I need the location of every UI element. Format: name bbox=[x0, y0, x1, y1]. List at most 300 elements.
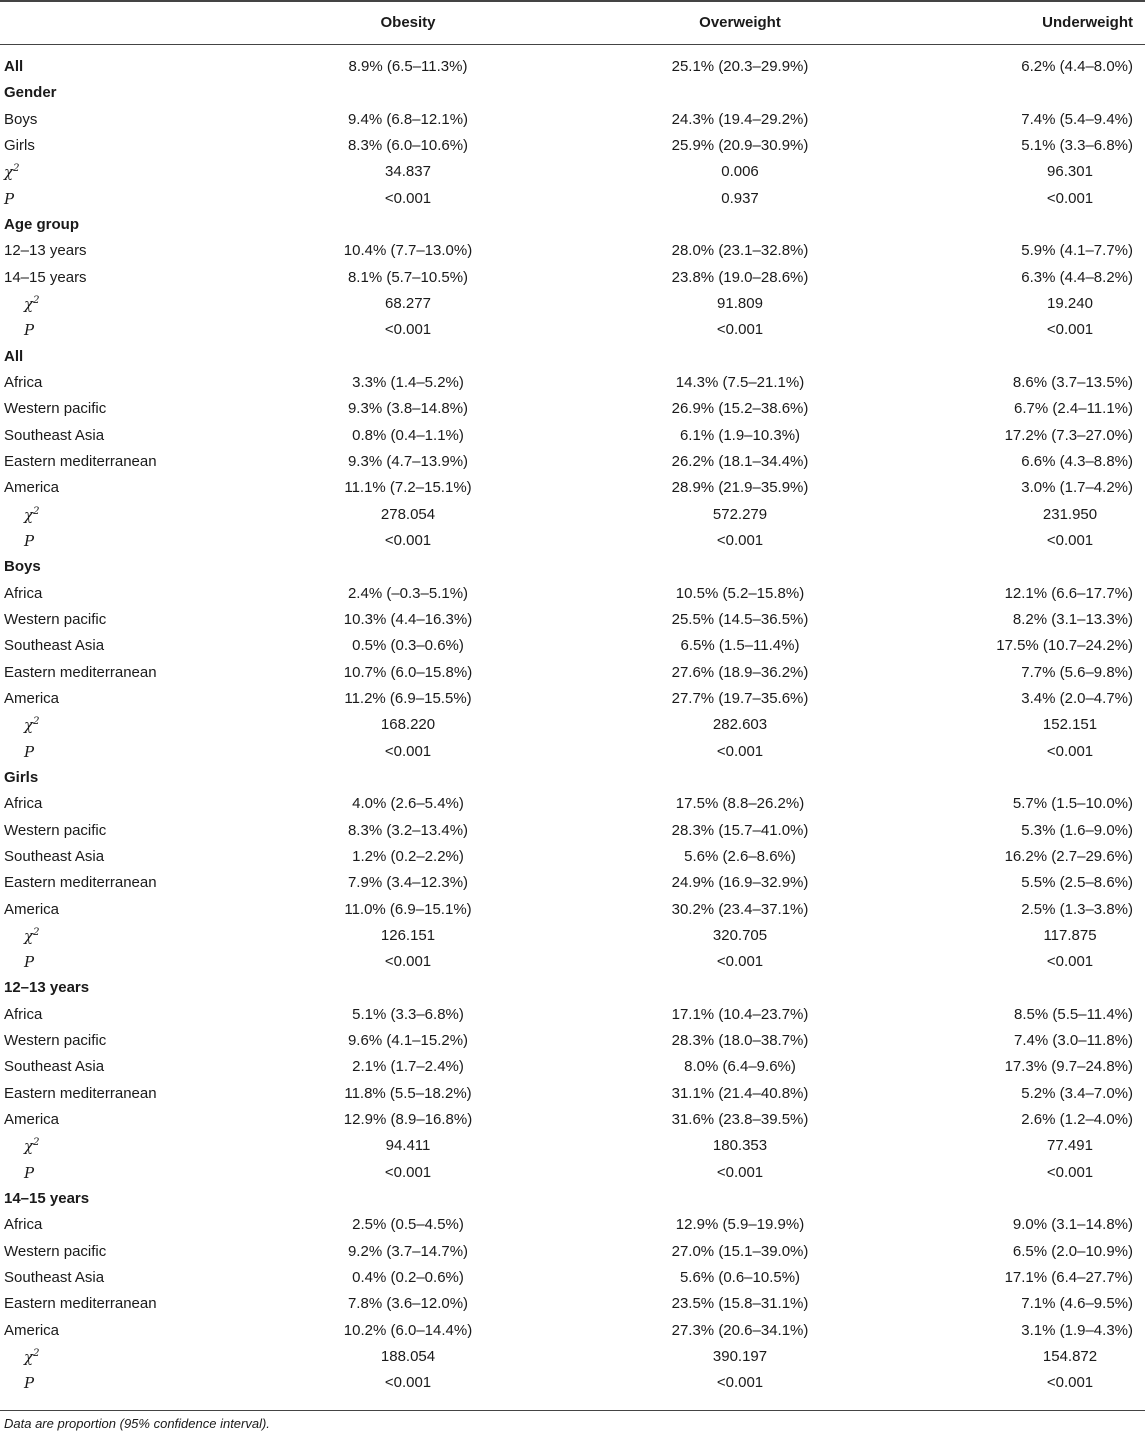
cell-obesity: 126.151 bbox=[380, 926, 436, 944]
row-label-text: Southeast Asia bbox=[4, 426, 105, 444]
cell-overweight: 27.0% (15.1–39.0%) bbox=[671, 1242, 809, 1260]
table-row bbox=[0, 265, 1145, 291]
cell-underweight: 6.5% (2.0–10.9%) bbox=[1012, 1242, 1133, 1260]
row-label bbox=[4, 1295, 157, 1312]
cell-obesity: 2.4% (–0.3–5.1%) bbox=[347, 584, 469, 602]
row-label-text: Boys bbox=[4, 558, 41, 576]
row-label bbox=[4, 664, 157, 681]
row-label bbox=[4, 1322, 59, 1339]
cell-overweight: 17.1% (10.4–23.7%) bbox=[671, 1005, 809, 1023]
cell-underweight: 6.7% (2.4–11.1%) bbox=[1014, 400, 1133, 418]
cell-overweight: 31.1% (21.4–40.8%) bbox=[671, 1084, 809, 1102]
row-label bbox=[24, 743, 34, 761]
cell-overweight: 390.197 bbox=[712, 1348, 768, 1366]
cell-overweight: 28.3% (18.0–38.7%) bbox=[671, 1032, 809, 1050]
cell-underweight: 154.872 bbox=[1042, 1348, 1098, 1366]
row-label bbox=[24, 1348, 39, 1366]
cell-overweight: 24.9% (16.9–32.9%) bbox=[671, 874, 809, 892]
table-row bbox=[0, 844, 1145, 870]
row-label bbox=[4, 1032, 106, 1049]
row-label bbox=[24, 321, 34, 339]
cell-obesity: 34.837 bbox=[385, 163, 431, 181]
row-label bbox=[4, 1269, 104, 1286]
cell-underweight: 3.4% (2.0–4.7%) bbox=[1021, 689, 1133, 707]
cell-underweight: <0.001 bbox=[1046, 189, 1094, 207]
row-label bbox=[4, 190, 14, 208]
cell-obesity: 9.4% (6.8–12.1%) bbox=[347, 110, 469, 128]
row-label bbox=[4, 611, 106, 628]
cell-underweight: 117.875 bbox=[1043, 926, 1097, 944]
row-label-text: Eastern mediterranean bbox=[4, 1295, 157, 1313]
row-label-text: P bbox=[24, 1374, 35, 1393]
row-label-text: America bbox=[4, 689, 60, 707]
row-label bbox=[4, 795, 42, 812]
row-label-text: Eastern mediterranean bbox=[4, 452, 157, 470]
cell-overweight: 5.6% (0.6–10.5%) bbox=[679, 1269, 801, 1287]
row-label-text: Girls bbox=[4, 768, 39, 786]
cell-underweight: 7.1% (4.6–9.5%) bbox=[1021, 1295, 1133, 1313]
row-label bbox=[24, 506, 39, 524]
cell-overweight: 27.6% (18.9–36.2%) bbox=[671, 663, 809, 681]
cell-overweight: 0.937 bbox=[721, 189, 759, 207]
row-label-text: 14–15 years bbox=[4, 1190, 90, 1208]
row-label-superscript: 2 bbox=[33, 716, 40, 728]
cell-obesity: 5.1% (3.3–6.8%) bbox=[352, 1005, 464, 1023]
row-label bbox=[4, 1216, 42, 1233]
table-header-rule bbox=[0, 44, 1145, 45]
cell-underweight: 77.491 bbox=[1047, 1137, 1093, 1155]
cell-underweight: 5.7% (1.5–10.0%) bbox=[1012, 795, 1133, 813]
cell-overweight: <0.001 bbox=[716, 1374, 764, 1392]
table-row bbox=[0, 475, 1145, 501]
cell-obesity: 8.3% (3.2–13.4%) bbox=[347, 821, 469, 839]
table-row bbox=[0, 238, 1145, 264]
cell-overweight: 5.6% (2.6–8.6%) bbox=[684, 847, 796, 865]
cell-obesity: 10.7% (6.0–15.8%) bbox=[343, 663, 473, 681]
cell-overweight: <0.001 bbox=[716, 742, 764, 760]
cell-obesity: 0.5% (0.3–0.6%) bbox=[352, 637, 464, 655]
cell-overweight: 17.5% (8.8–26.2%) bbox=[675, 795, 805, 813]
row-label bbox=[4, 558, 41, 575]
row-label-text: P bbox=[24, 742, 35, 761]
cell-underweight: 231.950 bbox=[1042, 505, 1098, 523]
row-label bbox=[4, 1058, 104, 1075]
table-row bbox=[0, 712, 1145, 738]
row-label bbox=[4, 637, 104, 654]
row-label bbox=[4, 137, 35, 154]
cell-underweight: 5.5% (2.5–8.6%) bbox=[1021, 874, 1133, 892]
cell-obesity: 10.2% (6.0–14.4%) bbox=[343, 1321, 473, 1339]
cell-overweight: 572.279 bbox=[712, 505, 768, 523]
cell-obesity: 9.3% (3.8–14.8%) bbox=[347, 400, 469, 418]
row-label bbox=[24, 953, 34, 971]
table-row bbox=[0, 554, 1145, 580]
row-label bbox=[24, 1137, 39, 1155]
row-label-text: χ bbox=[24, 926, 34, 945]
table-row bbox=[0, 449, 1145, 475]
row-label bbox=[4, 348, 23, 365]
table-row bbox=[0, 1160, 1145, 1186]
table-body bbox=[0, 54, 1145, 1397]
row-label bbox=[4, 427, 104, 444]
table-row bbox=[0, 1370, 1145, 1396]
cell-overweight: 6.5% (1.5–11.4%) bbox=[680, 637, 800, 655]
row-label-superscript: 2 bbox=[33, 294, 40, 306]
row-label-text: Africa bbox=[4, 1216, 43, 1234]
row-label-text: Southeast Asia bbox=[4, 637, 105, 655]
table-row bbox=[0, 502, 1145, 528]
cell-obesity: <0.001 bbox=[384, 321, 432, 339]
cell-underweight: <0.001 bbox=[1046, 1374, 1094, 1392]
cell-underweight: 8.5% (5.5–11.4%) bbox=[1014, 1005, 1133, 1023]
cell-obesity: 9.6% (4.1–15.2%) bbox=[347, 1032, 469, 1050]
row-label-text: Eastern mediterranean bbox=[4, 663, 157, 681]
table-row bbox=[0, 975, 1145, 1001]
cell-underweight: 8.2% (3.1–13.3%) bbox=[1012, 610, 1133, 628]
table-row bbox=[0, 1054, 1145, 1080]
cell-underweight: <0.001 bbox=[1046, 953, 1094, 971]
cell-underweight: 7.4% (3.0–11.8%) bbox=[1014, 1032, 1133, 1050]
cell-underweight: <0.001 bbox=[1046, 742, 1094, 760]
cell-obesity: 9.2% (3.7–14.7%) bbox=[347, 1242, 469, 1260]
table-row bbox=[0, 107, 1145, 133]
table-row bbox=[0, 54, 1145, 80]
cell-obesity: 3.3% (1.4–5.2%) bbox=[352, 373, 464, 391]
row-label-text: Western pacific bbox=[4, 1032, 107, 1050]
table-row bbox=[0, 1028, 1145, 1054]
cell-overweight: 28.9% (21.9–35.9%) bbox=[671, 479, 809, 497]
table-row bbox=[0, 660, 1145, 686]
cell-underweight: 7.7% (5.6–9.8%) bbox=[1021, 663, 1133, 681]
table-row bbox=[0, 923, 1145, 949]
table-bottom-rule bbox=[0, 1410, 1145, 1411]
table-row bbox=[0, 686, 1145, 712]
row-label-text: America bbox=[4, 479, 60, 497]
cell-underweight: 17.2% (7.3–27.0%) bbox=[1004, 426, 1133, 444]
row-label bbox=[24, 716, 39, 734]
cell-obesity: 2.5% (0.5–4.5%) bbox=[352, 1216, 464, 1234]
row-label-text: Boys bbox=[4, 110, 38, 128]
table-row bbox=[0, 133, 1145, 159]
cell-overweight: <0.001 bbox=[716, 953, 764, 971]
row-label-text: 12–13 years bbox=[4, 979, 90, 997]
row-label-text: P bbox=[24, 1163, 35, 1182]
row-label bbox=[4, 400, 106, 417]
table-row bbox=[0, 1212, 1145, 1238]
cell-underweight: 5.9% (4.1–7.7%) bbox=[1021, 242, 1133, 260]
row-label bbox=[4, 822, 106, 839]
row-label bbox=[4, 1006, 42, 1023]
row-label-text: Eastern mediterranean bbox=[4, 1084, 157, 1102]
row-label-text: P bbox=[24, 953, 35, 972]
table-row bbox=[0, 897, 1145, 923]
cell-overweight: 25.9% (20.9–30.9%) bbox=[671, 136, 809, 154]
row-label bbox=[4, 1190, 89, 1207]
table-row bbox=[0, 607, 1145, 633]
row-label-text: P bbox=[24, 321, 35, 340]
cell-overweight: 27.3% (20.6–34.1%) bbox=[671, 1321, 809, 1339]
cell-overweight: 25.5% (14.5–36.5%) bbox=[671, 610, 809, 628]
row-label-text: All bbox=[4, 347, 24, 365]
cell-obesity: 188.054 bbox=[380, 1348, 436, 1366]
cell-obesity: <0.001 bbox=[384, 189, 432, 207]
table-row bbox=[0, 1081, 1145, 1107]
cell-obesity: 1.2% (0.2–2.2%) bbox=[352, 847, 464, 865]
cell-overweight: 6.1% (1.9–10.3%) bbox=[679, 426, 801, 444]
row-label-superscript: 2 bbox=[33, 1348, 40, 1360]
row-label bbox=[4, 111, 37, 128]
cell-overweight: <0.001 bbox=[716, 321, 764, 339]
cell-overweight: 27.7% (19.7–35.6%) bbox=[671, 689, 809, 707]
cell-overweight: 320.705 bbox=[712, 926, 768, 944]
cell-obesity: <0.001 bbox=[384, 1374, 432, 1392]
row-label-text: χ bbox=[24, 294, 34, 313]
cell-overweight: 28.0% (23.1–32.8%) bbox=[671, 242, 809, 260]
row-label-text: χ bbox=[24, 1348, 34, 1367]
cell-underweight: 3.0% (1.7–4.2%) bbox=[1021, 479, 1133, 497]
cell-underweight: 6.2% (4.4–8.0%) bbox=[1021, 58, 1133, 75]
row-label bbox=[24, 1164, 34, 1182]
row-label-text: Africa bbox=[4, 1005, 43, 1023]
table-row bbox=[0, 739, 1145, 765]
table-row bbox=[0, 1002, 1145, 1028]
row-label-superscript: 2 bbox=[33, 505, 40, 517]
table-row bbox=[0, 528, 1145, 554]
cell-overweight: 28.3% (15.7–41.0%) bbox=[671, 821, 809, 839]
cell-overweight: 10.5% (5.2–15.8%) bbox=[675, 584, 805, 602]
row-label-text: Western pacific bbox=[4, 1242, 107, 1260]
cell-obesity: 12.9% (8.9–16.8%) bbox=[343, 1111, 473, 1129]
row-label-text: Africa bbox=[4, 584, 43, 602]
cell-obesity: 8.3% (6.0–10.6%) bbox=[347, 136, 469, 154]
cell-underweight: 19.240 bbox=[1047, 294, 1093, 312]
cell-underweight: 8.6% (3.7–13.5%) bbox=[1012, 373, 1133, 391]
cell-underweight: 5.2% (3.4–7.0%) bbox=[1021, 1084, 1133, 1102]
row-label bbox=[4, 769, 38, 786]
row-label bbox=[24, 532, 34, 550]
row-label-text: Western pacific bbox=[4, 400, 107, 418]
cell-overweight: 31.6% (23.8–39.5%) bbox=[671, 1111, 809, 1129]
row-label-text: Southeast Asia bbox=[4, 847, 105, 865]
table-row bbox=[0, 1239, 1145, 1265]
table-row bbox=[0, 370, 1145, 396]
row-label-superscript: 2 bbox=[33, 926, 40, 938]
row-label-text: Gender bbox=[4, 84, 57, 102]
header-underweight: Underweight bbox=[1042, 14, 1133, 31]
row-label-text: χ bbox=[24, 716, 34, 735]
row-label bbox=[4, 848, 104, 865]
row-label-text: χ bbox=[4, 163, 14, 182]
row-label bbox=[4, 1243, 106, 1260]
row-label bbox=[4, 901, 59, 918]
cell-obesity: 278.054 bbox=[380, 505, 436, 523]
row-label bbox=[4, 453, 157, 470]
cell-underweight: 152.151 bbox=[1042, 716, 1098, 734]
row-label-text: P bbox=[4, 189, 15, 208]
cell-obesity: 2.1% (1.7–2.4%) bbox=[352, 1058, 464, 1076]
cell-obesity: 10.4% (7.7–13.0%) bbox=[343, 242, 473, 260]
row-label-text: Age group bbox=[4, 215, 79, 233]
row-label-text: Africa bbox=[4, 795, 43, 813]
row-label bbox=[4, 216, 79, 233]
cell-underweight: 5.3% (1.6–9.0%) bbox=[1021, 821, 1133, 839]
row-label bbox=[24, 927, 39, 945]
table-row bbox=[0, 818, 1145, 844]
cell-obesity: 11.2% (6.9–15.5%) bbox=[344, 689, 472, 707]
row-label-superscript: 2 bbox=[13, 163, 20, 175]
cell-overweight: 180.353 bbox=[712, 1137, 768, 1155]
row-label-text: P bbox=[24, 531, 35, 550]
cell-underweight: 3.1% (1.9–4.3%) bbox=[1021, 1321, 1133, 1339]
cell-overweight: 282.603 bbox=[712, 716, 768, 734]
table-row bbox=[0, 159, 1145, 185]
header-obesity: Obesity bbox=[380, 14, 436, 31]
row-label bbox=[4, 585, 42, 602]
cell-overweight: 23.5% (15.8–31.1%) bbox=[671, 1295, 809, 1313]
cell-obesity: 8.9% (6.5–11.3%) bbox=[348, 58, 468, 75]
cell-underweight: 17.5% (10.7–24.2%) bbox=[996, 637, 1133, 655]
cell-obesity: 0.4% (0.2–0.6%) bbox=[352, 1269, 464, 1287]
table-row bbox=[0, 344, 1145, 370]
table-header bbox=[0, 0, 1145, 44]
cell-obesity: 11.0% (6.9–15.1%) bbox=[344, 900, 472, 918]
cell-underweight: <0.001 bbox=[1046, 531, 1094, 549]
cell-obesity: 0.8% (0.4–1.1%) bbox=[352, 426, 464, 444]
table-row bbox=[0, 1344, 1145, 1370]
table-row bbox=[0, 291, 1145, 317]
cell-overweight: 12.9% (5.9–19.9%) bbox=[675, 1216, 805, 1234]
table-row bbox=[0, 396, 1145, 422]
row-label bbox=[4, 269, 87, 286]
cell-obesity: 7.9% (3.4–12.3%) bbox=[347, 874, 469, 892]
table-row bbox=[0, 423, 1145, 449]
table-row bbox=[0, 1107, 1145, 1133]
cell-obesity: <0.001 bbox=[384, 1163, 432, 1181]
table-row bbox=[0, 1133, 1145, 1159]
row-label-text: Southeast Asia bbox=[4, 1269, 105, 1287]
cell-underweight: 5.1% (3.3–6.8%) bbox=[1021, 136, 1133, 154]
row-label-text: Western pacific bbox=[4, 821, 107, 839]
cell-underweight: 16.2% (2.7–29.6%) bbox=[1004, 847, 1133, 865]
cell-obesity: 68.277 bbox=[385, 294, 431, 312]
table-row bbox=[0, 186, 1145, 212]
row-label-text: χ bbox=[24, 505, 34, 524]
cell-underweight: 6.3% (4.4–8.2%) bbox=[1021, 268, 1133, 286]
cell-obesity: 10.3% (4.4–16.3%) bbox=[343, 610, 473, 628]
cell-underweight: 6.6% (4.3–8.8%) bbox=[1021, 452, 1133, 470]
table-footnote: Data are proportion (95% confidence interval). bbox=[4, 1416, 270, 1431]
cell-obesity: <0.001 bbox=[384, 742, 432, 760]
table-row bbox=[0, 1291, 1145, 1317]
cell-underweight: 12.1% (6.6–17.7%) bbox=[1004, 584, 1133, 602]
row-label bbox=[4, 874, 157, 891]
table-row bbox=[0, 1186, 1145, 1212]
cell-overweight: <0.001 bbox=[716, 531, 764, 549]
table-row bbox=[0, 1265, 1145, 1291]
cell-underweight: 17.1% (6.4–27.7%) bbox=[1004, 1269, 1133, 1287]
row-label-text: 12–13 years bbox=[4, 242, 87, 260]
cell-underweight: 2.5% (1.3–3.8%) bbox=[1021, 900, 1133, 918]
cell-overweight: 26.2% (18.1–34.4%) bbox=[671, 452, 809, 470]
row-label bbox=[4, 1111, 59, 1128]
table-row bbox=[0, 765, 1145, 791]
cell-overweight: 25.1% (20.3–29.9%) bbox=[671, 58, 809, 75]
cell-overweight: 14.3% (7.5–21.1%) bbox=[675, 373, 805, 391]
cell-underweight: 9.0% (3.1–14.8%) bbox=[1012, 1216, 1133, 1234]
row-label-text: America bbox=[4, 900, 60, 918]
row-label-text: All bbox=[4, 58, 24, 75]
cell-obesity: 8.1% (5.7–10.5%) bbox=[347, 268, 469, 286]
table-row bbox=[0, 80, 1145, 106]
row-label-text: Western pacific bbox=[4, 610, 107, 628]
row-label bbox=[4, 690, 59, 707]
cell-obesity: 4.0% (2.6–5.4%) bbox=[352, 795, 464, 813]
row-label-text: Girls bbox=[4, 136, 35, 154]
cell-overweight: <0.001 bbox=[716, 1163, 764, 1181]
row-label bbox=[4, 374, 42, 391]
cell-overweight: 23.8% (19.0–28.6%) bbox=[671, 268, 809, 286]
row-label-text: χ bbox=[24, 1137, 34, 1156]
cell-overweight: 30.2% (23.4–37.1%) bbox=[671, 900, 809, 918]
cell-obesity: 7.8% (3.6–12.0%) bbox=[347, 1295, 469, 1313]
row-label-text: Eastern mediterranean bbox=[4, 874, 157, 892]
table-row bbox=[0, 791, 1145, 817]
cell-obesity: <0.001 bbox=[384, 531, 432, 549]
row-label bbox=[4, 979, 89, 996]
cell-obesity: 9.3% (4.7–13.9%) bbox=[347, 452, 469, 470]
row-label bbox=[4, 84, 57, 101]
cell-obesity: <0.001 bbox=[384, 953, 432, 971]
row-label bbox=[24, 295, 39, 313]
cell-obesity: 168.220 bbox=[380, 716, 436, 734]
row-label-text: America bbox=[4, 1111, 60, 1129]
table-row bbox=[0, 317, 1145, 343]
cell-underweight: <0.001 bbox=[1046, 1163, 1094, 1181]
header-overweight: Overweight bbox=[699, 14, 781, 31]
cell-underweight: <0.001 bbox=[1046, 321, 1094, 339]
cell-obesity: 11.8% (5.5–18.2%) bbox=[344, 1084, 472, 1102]
row-label-superscript: 2 bbox=[33, 1137, 40, 1149]
row-label-text: Southeast Asia bbox=[4, 1058, 105, 1076]
cell-underweight: 7.4% (5.4–9.4%) bbox=[1021, 110, 1133, 128]
row-label bbox=[4, 58, 23, 75]
table-row bbox=[0, 870, 1145, 896]
row-label-text: America bbox=[4, 1321, 60, 1339]
cell-overweight: 8.0% (6.4–9.6%) bbox=[684, 1058, 796, 1076]
row-label bbox=[4, 479, 59, 496]
row-label bbox=[4, 163, 19, 181]
table-row bbox=[0, 633, 1145, 659]
table-row bbox=[0, 212, 1145, 238]
row-label-text: Africa bbox=[4, 373, 43, 391]
row-label-text: 14–15 years bbox=[4, 268, 87, 286]
table-row bbox=[0, 1318, 1145, 1344]
row-label bbox=[4, 242, 87, 259]
table-row bbox=[0, 581, 1145, 607]
row-label bbox=[24, 1374, 34, 1392]
cell-overweight: 24.3% (19.4–29.2%) bbox=[671, 110, 809, 128]
cell-obesity: 94.411 bbox=[385, 1137, 431, 1155]
cell-underweight: 2.6% (1.2–4.0%) bbox=[1021, 1111, 1133, 1129]
cell-obesity: 11.1% (7.2–15.1%) bbox=[344, 479, 472, 497]
cell-underweight: 17.3% (9.7–24.8%) bbox=[1004, 1058, 1133, 1076]
cell-overweight: 0.006 bbox=[721, 163, 759, 181]
cell-overweight: 91.809 bbox=[717, 294, 763, 312]
row-label bbox=[4, 1085, 157, 1102]
cell-underweight: 96.301 bbox=[1047, 163, 1093, 181]
table-row bbox=[0, 949, 1145, 975]
cell-overweight: 26.9% (15.2–38.6%) bbox=[671, 400, 809, 418]
